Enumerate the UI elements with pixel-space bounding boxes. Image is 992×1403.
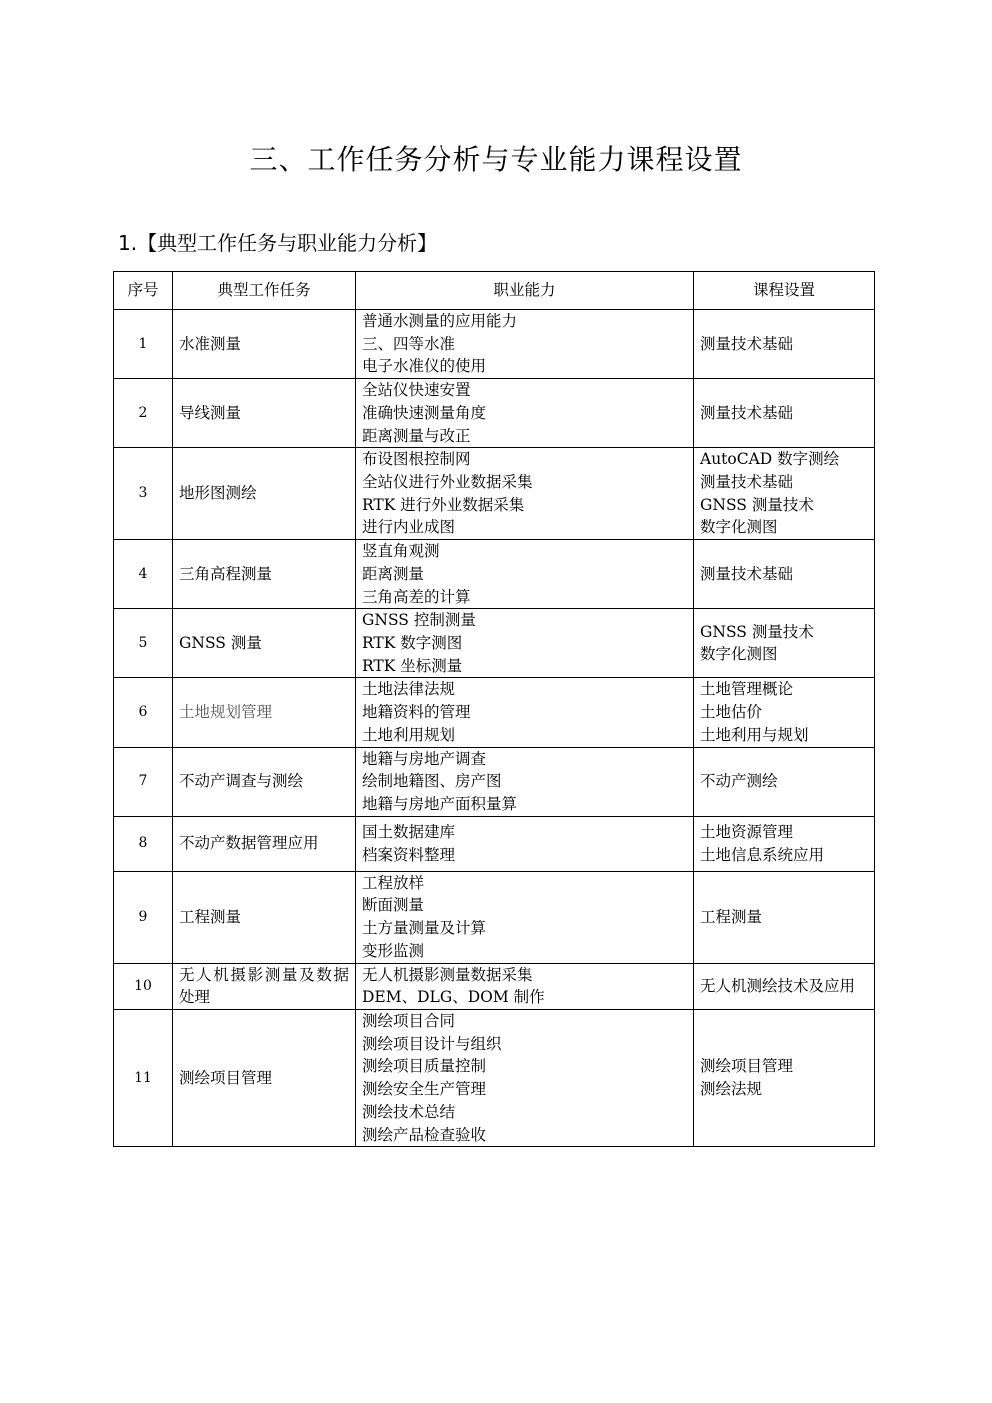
ability-item: 竖直角观测 [362,542,440,561]
row-courses [694,747,875,816]
ability-item: 距离测量与改正 [362,426,471,445]
ability-item: 绘制地籍图、房产图 [362,772,502,791]
ability-item: 进行内业成图 [362,518,456,537]
row-task: 三角高程测量 [173,540,356,609]
row-abilities [356,540,694,609]
page-title: 三、工作任务分析与专业能力课程设置 [249,143,743,176]
course-item: 无人机测绘技术及应用 [700,977,856,995]
row-no: 6 [114,678,173,747]
row-courses [694,816,875,871]
course-item: 不动产测绘 [700,772,778,791]
course-item: 土地利用与规划 [700,725,809,744]
ability-item: 测绘项目设计与组织 [362,1034,502,1053]
course-item: GNSS 测量技术 [700,495,814,514]
table-row [114,747,875,816]
ability-item: 距离测量 [362,564,425,583]
row-abilities [356,1010,694,1147]
row-no: 7 [114,747,173,816]
ability-item: 电子水准仪的使用 [362,357,487,376]
task-ability-table [113,271,875,1147]
row-abilities [356,747,694,816]
ability-item: 测绘产品检查验收 [362,1125,487,1144]
row-courses [694,963,875,1009]
table-row [114,1010,875,1147]
row-task: GNSS 测量 [173,609,356,678]
ability-item: 普通水测量的应用能力 [362,312,518,330]
row-abilities [356,871,694,963]
table-row [114,816,875,871]
row-task: 土地规划管理 [173,678,356,747]
row-abilities [356,310,694,379]
row-courses [694,310,875,379]
row-no: 4 [114,540,173,609]
row-no: 9 [114,871,173,963]
ability-item: 土方量测量及计算 [362,919,487,938]
ability-item: 地籍资料的管理 [362,703,471,722]
row-task: 无人机摄影测量及数据处理 [173,963,356,1009]
header-no: 序号 [114,272,173,310]
ability-item: 地籍与房地产调查 [362,749,487,768]
row-abilities [356,379,694,448]
row-courses [694,678,875,747]
row-no: 2 [114,379,173,448]
table-row [114,871,875,963]
course-item: 测绘项目管理 [700,1057,794,1076]
table-row [114,963,875,1009]
row-no: 11 [114,1010,173,1147]
table-row [114,448,875,540]
row-courses [694,448,875,540]
ability-item: GNSS 控制测量 [362,611,476,630]
course-item: 土地估价 [700,703,763,722]
row-courses [694,540,875,609]
ability-item: 地籍与房地产面积量算 [362,794,518,813]
course-item: 测量技术基础 [700,564,794,583]
course-item: 土地管理概论 [700,680,794,699]
row-courses [694,871,875,963]
ability-item: 土地法律法规 [362,680,456,699]
table-row [114,678,875,747]
row-task: 地形图测绘 [173,448,356,540]
ability-item: 无人机摄影测量数据采集 [362,965,533,984]
ability-item: 变形监测 [362,941,425,960]
row-abilities [356,963,694,1009]
course-item: 测量技术基础 [700,334,794,353]
row-task: 工程测量 [173,871,356,963]
row-task: 导线测量 [173,379,356,448]
table-row [114,310,875,379]
ability-item: 国土数据建库 [362,822,456,841]
ability-item: 土地利用规划 [362,725,456,744]
ability-item: 准确快速测量角度 [362,403,487,422]
row-no: 10 [114,963,173,1009]
header-task: 典型工作任务 [173,272,356,310]
ability-item: 全站仪快速安置 [362,381,471,400]
row-task: 不动产调查与测绘 [173,747,356,816]
ability-item: RTK 坐标测量 [362,656,463,675]
ability-item: 测绘项目质量控制 [362,1057,487,1076]
row-no: 8 [114,816,173,871]
ability-item: RTK 数字测图 [362,634,463,653]
section-heading: 1.【典型工作任务与职业能力分析】 [118,231,438,255]
ability-item: 工程放样 [362,873,425,892]
course-item: 土地资源管理 [700,822,794,841]
ability-item: RTK 进行外业数据采集 [362,495,525,514]
row-courses [694,379,875,448]
row-courses [694,609,875,678]
course-item: 数字化测图 [700,518,778,537]
course-item: 测绘法规 [700,1080,763,1099]
ability-item: 测绘技术总结 [362,1102,456,1121]
ability-item: 测绘项目合同 [362,1012,456,1031]
header-courses: 课程设置 [694,272,875,310]
ability-item: 全站仪进行外业数据采集 [362,473,533,492]
table-header-row [114,272,875,310]
ability-item: 测绘安全生产管理 [362,1080,487,1099]
table-row [114,540,875,609]
course-item: 测量技术基础 [700,473,794,492]
ability-item: 三角高差的计算 [362,587,471,606]
row-task: 测绘项目管理 [173,1010,356,1147]
course-item: AutoCAD 数字测绘 [700,450,840,469]
row-courses [694,1010,875,1147]
ability-item: 断面测量 [362,896,425,915]
ability-item: 三、四等水准 [362,334,456,353]
row-abilities [356,609,694,678]
table-row [114,609,875,678]
course-item: 工程测量 [700,907,763,926]
row-abilities [356,678,694,747]
course-item: 数字化测图 [700,645,778,664]
course-item: 测量技术基础 [700,403,794,422]
row-no: 5 [114,609,173,678]
row-no: 1 [114,310,173,379]
ability-item: 布设图根控制网 [362,450,471,469]
table-row [114,379,875,448]
ability-item: 档案资料整理 [362,845,456,864]
row-no: 3 [114,448,173,540]
ability-item: DEM、DLG、DOM 制作 [362,988,545,1007]
header-ability: 职业能力 [356,272,694,310]
row-abilities [356,816,694,871]
row-abilities [356,448,694,540]
course-item: 土地信息系统应用 [700,845,825,864]
row-task: 水准测量 [173,310,356,379]
course-item: GNSS 测量技术 [700,622,814,641]
row-task: 不动产数据管理应用 [173,816,356,871]
